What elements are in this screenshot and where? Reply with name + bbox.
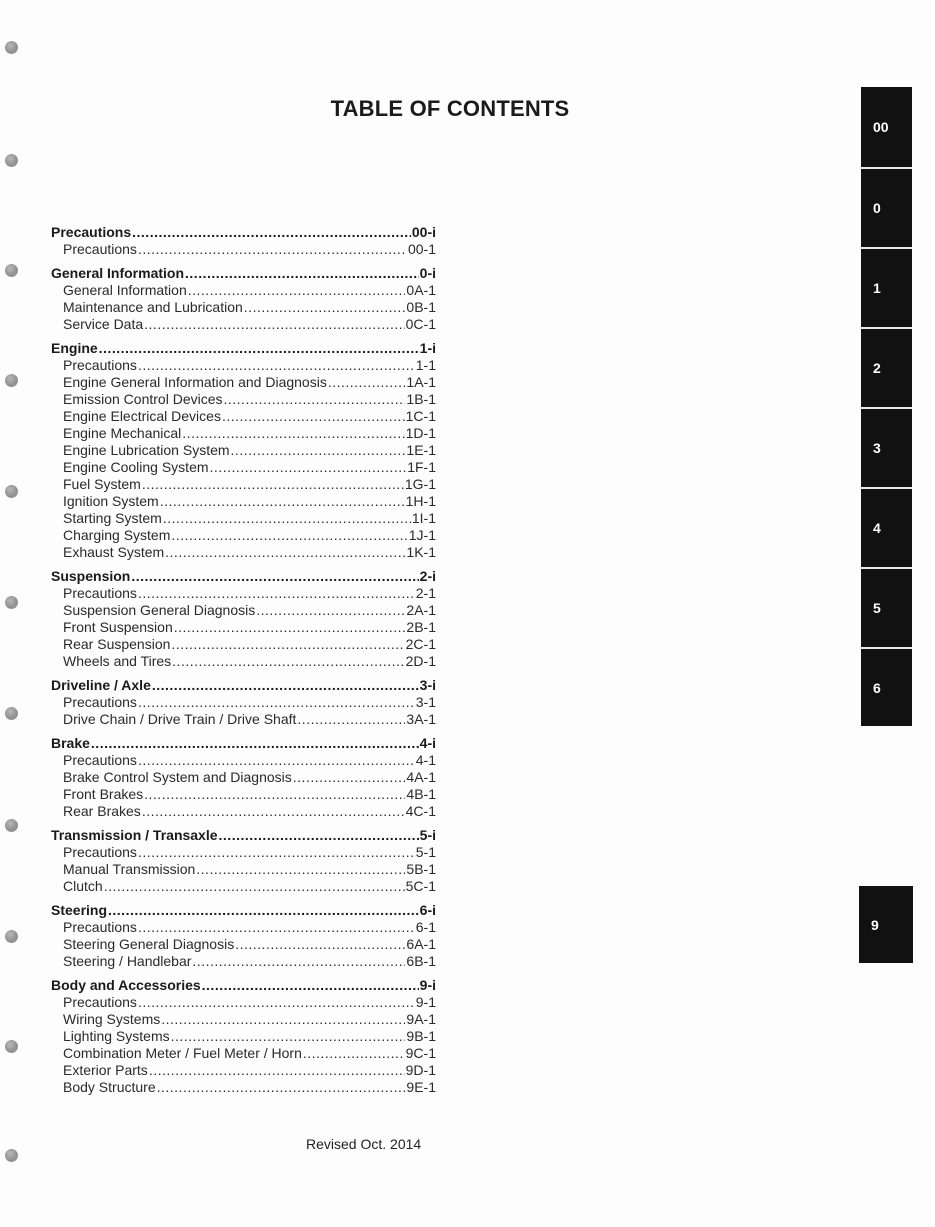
toc-entry-label: Brake Control System and Diagnosis — [63, 769, 292, 785]
toc-entry[interactable] — [51, 241, 436, 258]
toc-entry[interactable] — [51, 316, 436, 333]
toc-page-number: 5-i — [419, 827, 436, 843]
dot-leader — [149, 1062, 405, 1079]
toc-page-number: 9B-1 — [406, 1028, 436, 1044]
toc-section-body-accessories — [51, 976, 436, 1096]
toc-entry-label: Clutch — [63, 878, 103, 894]
toc-entry[interactable] — [51, 936, 436, 953]
toc-entry-label: Steering General Diagnosis — [63, 936, 235, 952]
toc-page-number: 1-i — [419, 340, 436, 356]
toc-page-number: 6-i — [419, 902, 436, 918]
tab-label: 1 — [873, 280, 881, 296]
toc-heading[interactable] — [51, 223, 436, 241]
dot-leader — [138, 357, 415, 374]
toc-entry[interactable] — [51, 994, 436, 1011]
toc-entry[interactable] — [51, 544, 436, 561]
dot-leader — [142, 803, 405, 820]
binder-hole — [5, 707, 18, 720]
binder-hole — [5, 1149, 18, 1162]
toc-heading-label: Steering — [51, 902, 108, 918]
toc-page-number: 1D-1 — [405, 425, 436, 441]
toc-entry[interactable] — [51, 752, 436, 769]
toc-section-steering — [51, 901, 436, 970]
toc-entry[interactable] — [51, 769, 436, 786]
dot-leader — [165, 544, 405, 561]
dot-leader — [138, 694, 415, 711]
toc-entry[interactable] — [51, 1011, 436, 1028]
binder-hole — [5, 374, 18, 387]
toc-entry-label: Precautions — [63, 994, 137, 1010]
dot-leader — [144, 316, 404, 333]
toc-entry[interactable] — [51, 786, 436, 803]
toc-page-number: 3-1 — [415, 694, 436, 710]
toc-page-number: 6A-1 — [406, 936, 436, 952]
toc-page-number: 1-1 — [415, 357, 436, 373]
dot-leader — [132, 223, 411, 241]
toc-section-general-information — [51, 264, 436, 333]
toc-page-number: 4-i — [419, 735, 436, 751]
page-title: TABLE OF CONTENTS — [330, 96, 570, 121]
toc-heading-label: Driveline / Axle — [51, 677, 151, 693]
toc-page-number: 9D-1 — [405, 1062, 436, 1078]
toc-entry[interactable] — [51, 459, 436, 476]
section-tab-9[interactable] — [859, 886, 913, 963]
dot-leader — [142, 476, 404, 493]
toc-entry-label: General Information — [63, 282, 187, 298]
toc-page-number: 6-1 — [415, 919, 436, 935]
dot-leader — [138, 752, 415, 769]
toc-page-number: 1J-1 — [408, 527, 436, 543]
toc-heading[interactable] — [51, 264, 436, 282]
dot-leader — [144, 786, 405, 803]
toc-page-number: 1G-1 — [404, 476, 436, 492]
section-tab-2[interactable] — [861, 327, 912, 407]
dot-leader — [196, 861, 405, 878]
binder-hole — [5, 154, 18, 167]
toc-entry-label: Manual Transmission — [63, 861, 196, 877]
toc-page-number: 4A-1 — [406, 769, 436, 785]
toc-entry[interactable] — [51, 1028, 436, 1045]
dot-leader — [192, 953, 405, 970]
dot-leader — [293, 769, 406, 786]
toc-section-suspension — [51, 567, 436, 670]
dot-leader — [171, 636, 404, 653]
toc-entry-label: Starting System — [63, 510, 162, 526]
toc-page-number: 2B-1 — [406, 619, 436, 635]
toc-entry-label: Ignition System — [63, 493, 159, 509]
toc-section-engine — [51, 339, 436, 561]
dot-leader — [219, 826, 419, 844]
toc-entry-label: Front Brakes — [63, 786, 144, 802]
section-tab-00[interactable] — [861, 87, 912, 167]
toc-entry-label: Precautions — [63, 919, 137, 935]
toc-entry[interactable] — [51, 1045, 436, 1062]
toc-entry-label: Service Data — [63, 316, 144, 332]
tab-label: 9 — [871, 916, 879, 933]
toc-entry-label: Engine Cooling System — [63, 459, 209, 475]
dot-leader — [171, 527, 407, 544]
dot-leader — [138, 994, 415, 1011]
toc-heading-label: Transmission / Transaxle — [51, 827, 218, 843]
toc-entry-label: Precautions — [63, 241, 137, 257]
toc-entry-label: Maintenance and Lubrication — [63, 299, 243, 315]
tab-label: 00 — [873, 119, 889, 135]
toc-page-number: 1C-1 — [405, 408, 436, 424]
toc-entry-label: Wheels and Tires — [63, 653, 172, 669]
binder-hole — [5, 596, 18, 609]
toc-page-number: 5C-1 — [405, 878, 436, 894]
toc-heading[interactable] — [51, 734, 436, 752]
dot-leader — [99, 339, 419, 357]
binder-hole — [5, 1040, 18, 1053]
toc-entry[interactable] — [51, 425, 436, 442]
dot-leader — [244, 299, 406, 316]
dot-leader — [222, 408, 405, 425]
dot-leader — [161, 1011, 405, 1028]
toc-entry-label: Wiring Systems — [63, 1011, 161, 1027]
toc-entry-label: Lighting Systems — [63, 1028, 170, 1044]
toc-page-number: 00-1 — [407, 241, 436, 257]
toc-page-number: 0B-1 — [406, 299, 436, 315]
dot-leader — [91, 734, 419, 752]
dot-leader — [172, 653, 404, 670]
toc-entry-label: Precautions — [63, 357, 137, 373]
toc-entry-label: Precautions — [63, 585, 137, 601]
toc-heading-label: Engine — [51, 340, 98, 356]
toc-entry-label: Exterior Parts — [63, 1062, 148, 1078]
toc-entry[interactable] — [51, 442, 436, 459]
binder-hole — [5, 485, 18, 498]
toc-entry[interactable] — [51, 391, 436, 408]
toc-page-number: 0-i — [419, 265, 436, 281]
toc-entry[interactable] — [51, 527, 436, 544]
toc-page-number: 6B-1 — [406, 953, 436, 969]
dot-leader — [224, 391, 406, 408]
toc-entry-label: Engine Lubrication System — [63, 442, 230, 458]
toc-entry[interactable] — [51, 619, 436, 636]
dot-leader — [138, 585, 415, 602]
binder-hole — [5, 930, 18, 943]
toc-entry[interactable] — [51, 653, 436, 670]
toc-page-number: 00-i — [411, 224, 436, 240]
dot-leader — [163, 510, 411, 527]
tab-label: 3 — [873, 440, 881, 456]
section-tab-3[interactable] — [861, 407, 912, 487]
section-tab-6[interactable] — [861, 647, 912, 726]
toc-page-number: 1B-1 — [406, 391, 436, 407]
dot-leader — [104, 878, 405, 895]
table-of-contents — [51, 223, 436, 1102]
dot-leader — [157, 1079, 406, 1096]
tab-label: 2 — [873, 360, 881, 376]
dot-leader — [174, 619, 406, 636]
toc-heading-label: Brake — [51, 735, 90, 751]
toc-page-number: 2-1 — [415, 585, 436, 601]
toc-entry[interactable] — [51, 953, 436, 970]
toc-entry-label: Steering / Handlebar — [63, 953, 192, 969]
binder-hole — [5, 264, 18, 277]
toc-page-number: 4-1 — [415, 752, 436, 768]
toc-entry-label: Emission Control Devices — [63, 391, 223, 407]
binder-hole — [5, 819, 18, 832]
dot-leader — [171, 1028, 406, 1045]
toc-entry[interactable] — [51, 861, 436, 878]
toc-page-number: 1A-1 — [406, 374, 436, 390]
toc-entry-label: Body Structure — [63, 1079, 156, 1095]
toc-entry[interactable] — [51, 1062, 436, 1079]
tab-label: 6 — [873, 679, 881, 696]
revision-note: Revised Oct. 2014 — [306, 1136, 422, 1152]
section-tab-4[interactable] — [861, 487, 912, 567]
toc-entry[interactable] — [51, 510, 436, 527]
toc-page-number: 1F-1 — [407, 459, 436, 475]
toc-page-number: 4C-1 — [405, 803, 436, 819]
toc-page-number: 5B-1 — [406, 861, 436, 877]
binder-hole — [5, 41, 18, 54]
toc-entry[interactable] — [51, 408, 436, 425]
toc-page-number: 9-1 — [415, 994, 436, 1010]
toc-heading-label: General Information — [51, 265, 185, 281]
toc-entry-label: Rear Suspension — [63, 636, 171, 652]
toc-entry[interactable] — [51, 919, 436, 936]
toc-heading-label: Precautions — [51, 224, 132, 240]
dot-leader — [131, 567, 418, 585]
toc-heading-label: Body and Accessories — [51, 977, 201, 993]
toc-entry-label: Drive Chain / Drive Train / Drive Shaft — [63, 711, 297, 727]
dot-leader — [202, 976, 419, 994]
toc-entry[interactable] — [51, 711, 436, 728]
toc-page-number: 2-i — [419, 568, 436, 584]
toc-page-number: 9-i — [419, 977, 436, 993]
toc-entry[interactable] — [51, 694, 436, 711]
toc-entry-label: Fuel System — [63, 476, 141, 492]
dot-leader — [188, 282, 406, 299]
dot-leader — [210, 459, 407, 476]
dot-leader — [303, 1045, 405, 1062]
section-tab-1[interactable] — [861, 247, 912, 327]
toc-heading[interactable] — [51, 826, 436, 844]
toc-entry[interactable] — [51, 357, 436, 374]
toc-page-number: 3-i — [419, 677, 436, 693]
toc-heading[interactable] — [51, 567, 436, 585]
dot-leader — [182, 425, 404, 442]
toc-entry-label: Precautions — [63, 752, 137, 768]
toc-entry[interactable] — [51, 282, 436, 299]
toc-section-driveline-axle — [51, 676, 436, 728]
tab-label: 5 — [873, 600, 881, 616]
toc-entry[interactable] — [51, 844, 436, 861]
toc-page-number: 9C-1 — [405, 1045, 436, 1061]
dot-leader — [138, 241, 407, 258]
section-tab-0[interactable] — [861, 167, 912, 247]
dot-leader — [235, 936, 405, 953]
toc-page-number: 1H-1 — [405, 493, 436, 509]
toc-page-number: 1E-1 — [406, 442, 436, 458]
toc-entry-label: Charging System — [63, 527, 171, 543]
toc-page-number: 2D-1 — [405, 653, 436, 669]
toc-entry-label: Precautions — [63, 694, 137, 710]
dot-leader — [231, 442, 406, 459]
toc-entry[interactable] — [51, 476, 436, 493]
toc-heading[interactable] — [51, 339, 436, 357]
toc-page-number: 1K-1 — [406, 544, 436, 560]
dot-leader — [160, 493, 405, 510]
toc-entry-label: Engine Mechanical — [63, 425, 182, 441]
toc-entry[interactable] — [51, 493, 436, 510]
toc-entry[interactable] — [51, 602, 436, 619]
toc-entry-label: Precautions — [63, 844, 137, 860]
dot-leader — [185, 264, 419, 282]
toc-entry-label: Engine Electrical Devices — [63, 408, 221, 424]
tab-label: 4 — [873, 520, 881, 536]
tab-label: 0 — [873, 200, 881, 216]
toc-page-number: 0A-1 — [406, 282, 436, 298]
toc-page-number: 9A-1 — [406, 1011, 436, 1027]
toc-page-number: 4B-1 — [406, 786, 436, 802]
toc-heading-label: Suspension — [51, 568, 131, 584]
toc-page-number: 3A-1 — [406, 711, 436, 727]
toc-entry[interactable] — [51, 585, 436, 602]
toc-entry[interactable] — [51, 803, 436, 820]
dot-leader — [138, 919, 415, 936]
toc-page-number: 9E-1 — [406, 1079, 436, 1095]
toc-entry-label: Suspension General Diagnosis — [63, 602, 256, 618]
dot-leader — [256, 602, 405, 619]
toc-heading[interactable] — [51, 976, 436, 994]
toc-entry-label: Combination Meter / Fuel Meter / Horn — [63, 1045, 302, 1061]
toc-page-number: 0C-1 — [405, 316, 436, 332]
toc-entry[interactable] — [51, 299, 436, 316]
toc-entry-label: Exhaust System — [63, 544, 165, 560]
toc-page-number: 1I-1 — [411, 510, 436, 526]
dot-leader — [297, 711, 405, 728]
section-tab-5[interactable] — [861, 567, 912, 647]
toc-page-number: 5-1 — [415, 844, 436, 860]
toc-section-precautions — [51, 223, 436, 258]
dot-leader — [138, 844, 415, 861]
dot-leader — [328, 374, 406, 391]
toc-entry[interactable] — [51, 878, 436, 895]
toc-heading[interactable] — [51, 901, 436, 919]
toc-entry-label: Front Suspension — [63, 619, 173, 635]
toc-entry-label: Rear Brakes — [63, 803, 141, 819]
toc-entry[interactable] — [51, 636, 436, 653]
toc-page-number: 2C-1 — [405, 636, 436, 652]
toc-entry-label: Engine General Information and Diagnosis — [63, 374, 327, 390]
toc-page-number: 2A-1 — [406, 602, 436, 618]
toc-entry[interactable] — [51, 1079, 436, 1096]
toc-section-transmission — [51, 826, 436, 895]
toc-section-brake — [51, 734, 436, 820]
dot-leader — [152, 676, 419, 694]
toc-entry[interactable] — [51, 374, 436, 391]
dot-leader — [108, 901, 419, 919]
toc-heading[interactable] — [51, 676, 436, 694]
